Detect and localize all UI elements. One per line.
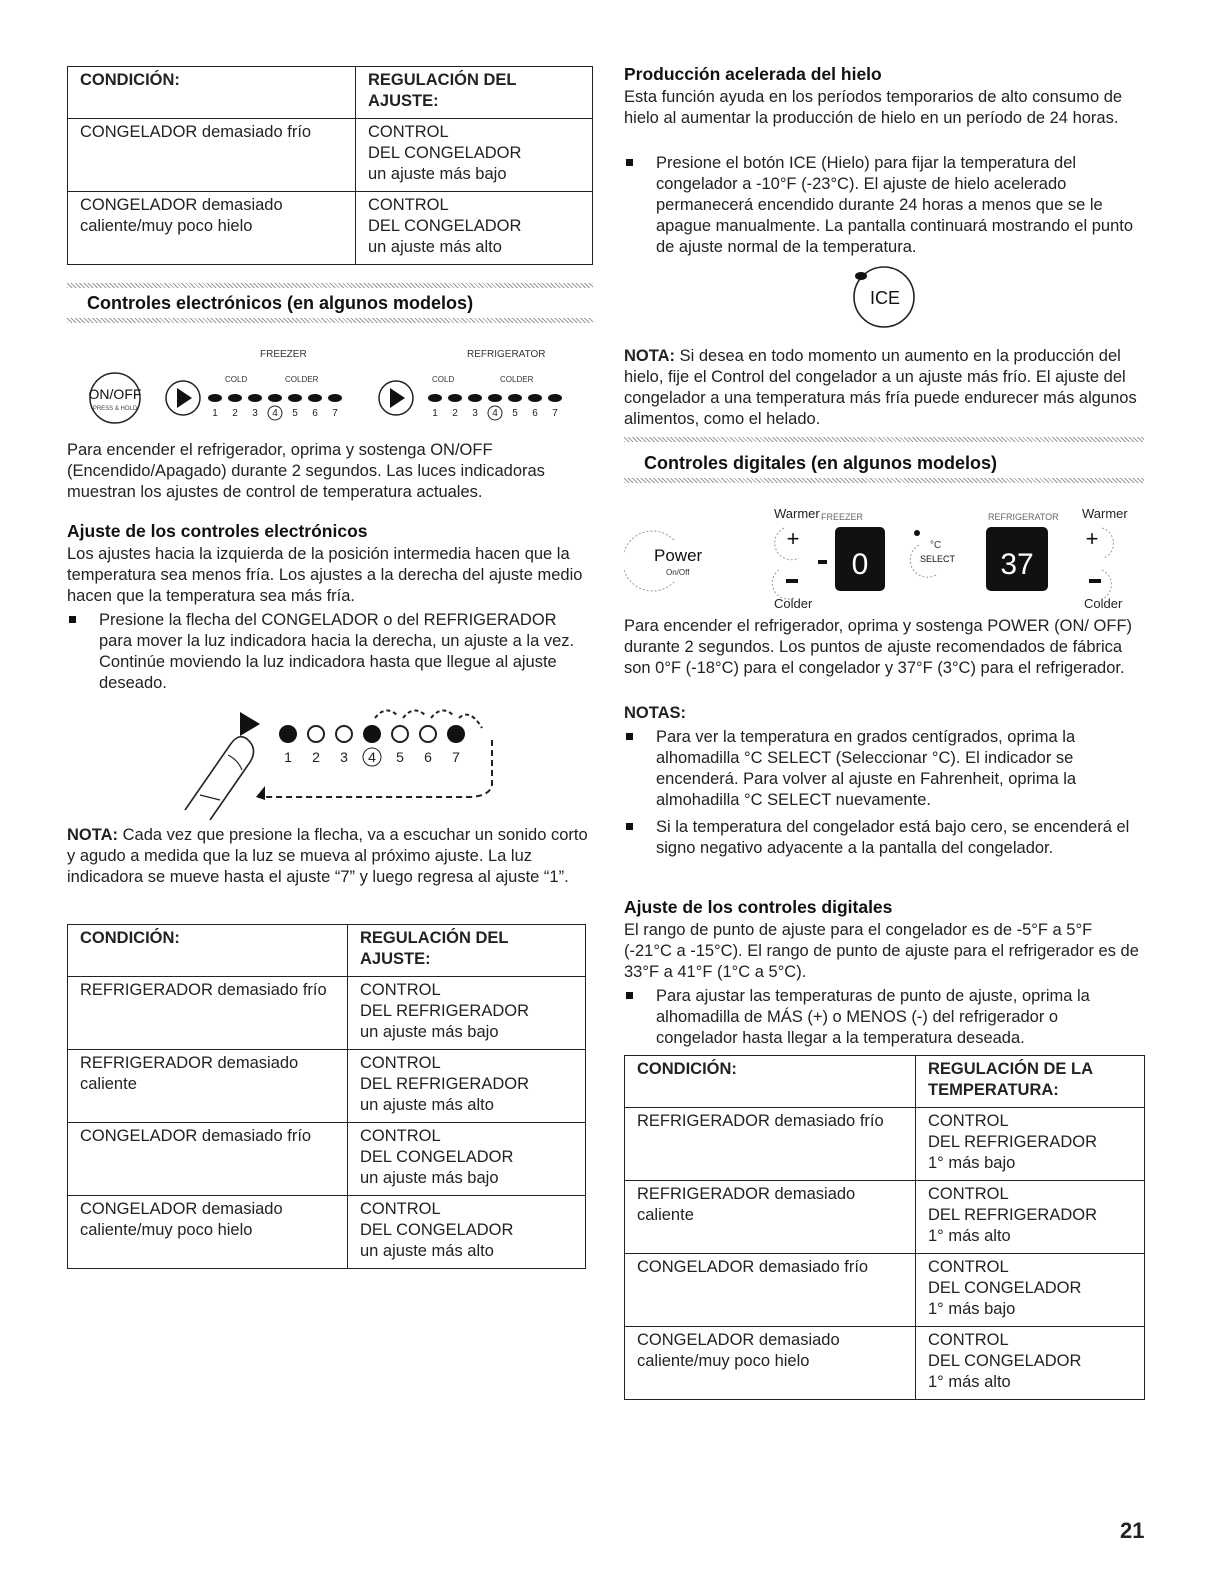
svg-text:4: 4	[492, 408, 498, 419]
svg-text:ICE: ICE	[869, 288, 901, 308]
list-item: Para ver la temperatura en grados centígrados, oprima la alhomadilla °C SELECT (Seleccionar °C). El indicador se encenderá. Para volver al ajuste en Fahrenheit, oprima la almohadilla °C SELECT nuevamente.	[624, 727, 1144, 811]
section-heading-digital: Controles digitales (en algunos modelos)	[644, 453, 998, 473]
section-heading-electronic: Controles electrónicos (en algunos modelos)	[87, 293, 474, 313]
svg-text:+: +	[786, 526, 800, 551]
cold-label: COLD	[432, 375, 455, 384]
ice-note: NOTA: Si desea en todo momento un aumento en la producción del hielo, fije el Control del congelador a un ajuste más frío. El ajuste del congelador a una temperatura más fría puede endurecer más algunos alimentos, como el helado.	[624, 347, 1137, 428]
table-row	[625, 1108, 1145, 1181]
warmer-label: Warmer	[1082, 506, 1128, 521]
table-header-adjustment: REGULACIÓN DEL AJUSTE:	[356, 67, 593, 119]
ice-text: Esta función ayuda en los períodos temporarios de alto consumo de hielo al aumentar la producción de hielo en un período de 24 horas.	[624, 88, 1123, 127]
temperature-table	[624, 1055, 1145, 1400]
table-cell: CONTROL DEL CONGELADOR 1° más alto	[916, 1327, 1145, 1400]
svg-text:SELECT: SELECT	[920, 554, 956, 564]
divider	[67, 283, 593, 288]
electronic-bullets	[67, 610, 592, 700]
svg-text:0: 0	[851, 548, 869, 581]
table-cell: REFRIGERADOR demasiado caliente	[625, 1181, 916, 1254]
table-row	[68, 1196, 586, 1269]
digital-adjust-text: El rango de punto de ajuste para el congelador es de -5°F a 5°F (-21°C a -15°C). El rango de punto de ajuste para el refrigerador es de 33°F a 41°F (1°C a 5°C).	[624, 921, 1139, 981]
warmer-label: Warmer	[774, 506, 820, 521]
svg-text:3: 3	[340, 749, 348, 765]
svg-text:7: 7	[452, 749, 460, 765]
svg-text:+: +	[1085, 526, 1099, 551]
table-cell: CONTROL DEL CONGELADOR 1° más bajo	[916, 1254, 1145, 1327]
svg-text:37: 37	[1000, 548, 1034, 581]
list-item: Si la temperatura del congelador está bajo cero, se encenderá el signo negativo adyacente a la pantalla del congelador.	[624, 817, 1144, 859]
negative-sign-indicator	[818, 560, 827, 564]
list-item: Presione el botón ICE (Hielo) para fijar la temperatura del congelador a -10°F (-23°C). El ajuste de hielo acelerado permanecerá encendido durante 24 horas a menos que se le apague manualmente. La pantalla continuará mostrando el punto de ajuste normal de la temperatura.	[624, 153, 1144, 258]
svg-text:4: 4	[272, 408, 278, 419]
svg-text:3: 3	[252, 408, 258, 419]
refrigerator-minus-button[interactable]	[1089, 570, 1111, 598]
table-cell: CONTROL DEL REFRIGERADOR 1° más bajo	[916, 1108, 1145, 1181]
divider	[624, 437, 1144, 442]
ice-button-illustration	[835, 262, 935, 332]
table-cell: CONTROL DEL REFRIGERADOR un ajuste más alto	[348, 1050, 586, 1123]
table-cell: CONTROL DEL CONGELADOR un ajuste más bajo	[356, 119, 593, 192]
table-cell: CONGELADOR demasiado caliente/muy poco hielo	[68, 192, 356, 265]
table-cell: CONGELADOR demasiado frío	[68, 119, 356, 192]
electronic-intro: Para encender el refrigerador, oprima y sostenga ON/OFF (Encendido/Apagado) durante 2 segundos. Las luces indicadoras muestran los ajustes de control de temperatura actuales.	[67, 441, 545, 501]
divider	[67, 318, 593, 323]
refrigerator-label: REFRIGERATOR	[988, 512, 1059, 522]
svg-text:Power: Power	[654, 546, 703, 565]
freezer-label: FREEZER	[260, 349, 307, 360]
svg-text:5: 5	[512, 408, 518, 419]
svg-text:2: 2	[452, 408, 458, 419]
svg-text:On/Off: On/Off	[666, 568, 690, 577]
freezer-display	[835, 527, 885, 591]
electronic-adjust-heading: Ajuste de los controles electrónicos	[67, 521, 368, 541]
svg-text:7: 7	[332, 408, 338, 419]
page-number: 21	[1120, 1518, 1145, 1543]
electronic-control-panel	[80, 340, 580, 425]
table-row	[68, 1050, 586, 1123]
table-cell: REFRIGERADOR demasiado frío	[68, 977, 348, 1050]
table-header-condition: CONDICIÓN:	[68, 925, 348, 977]
divider	[624, 478, 1144, 483]
table-cell: CONGELADOR demasiado frío	[625, 1254, 916, 1327]
freezer-setting-numbers	[212, 408, 338, 419]
table-cell: CONTROL DEL CONGELADOR un ajuste más alto	[348, 1196, 586, 1269]
list-item: Presione la flecha del CONGELADOR o del REFRIGERADOR para mover la luz indicadora hacia la derecha, un ajuste a la vez. Continúe moviendo la luz indicadora hasta que llegue al ajuste deseado.	[67, 610, 592, 694]
onoff-button[interactable]	[89, 373, 142, 423]
table-header-condition: CONDICIÓN:	[68, 67, 356, 119]
digital-bullets	[624, 986, 1144, 1055]
table-cell: REFRIGERADOR demasiado caliente	[68, 1050, 348, 1123]
svg-text:6: 6	[312, 408, 318, 419]
table-row	[625, 1181, 1145, 1254]
table-header-adjustment: REGULACIÓN DEL AJUSTE:	[348, 925, 586, 977]
table-header-condition: CONDICIÓN:	[625, 1056, 916, 1108]
svg-text:PRESS & HOLD: PRESS & HOLD	[92, 406, 138, 412]
colder-label: COLDER	[285, 375, 319, 384]
colder-label: Colder	[774, 596, 813, 611]
refrigerator-arrow-button[interactable]	[379, 381, 413, 415]
svg-text:1: 1	[284, 749, 292, 765]
table-cell: CONGELADOR demasiado caliente/muy poco hielo	[625, 1327, 916, 1400]
refrigerator-indicator-lights	[428, 394, 562, 402]
freezer-label: FREEZER	[821, 512, 864, 522]
table-row	[625, 1254, 1145, 1327]
freezer-arrow-button[interactable]	[166, 381, 200, 415]
colder-label: COLDER	[500, 375, 534, 384]
table-row	[68, 1123, 586, 1196]
svg-text:2: 2	[312, 749, 320, 765]
svg-text:5: 5	[396, 749, 404, 765]
freezer-minus-button[interactable]	[772, 570, 798, 599]
list-item: Para ajustar las temperaturas de punto de ajuste, oprima la alhomadilla de MÁS (+) o MENOS (-) del refrigerador o congelador hasta llegar a la temperatura deseada.	[624, 986, 1144, 1049]
table-row	[625, 1327, 1145, 1400]
svg-text:6: 6	[424, 749, 432, 765]
freezer-plus-button[interactable]	[775, 526, 800, 560]
table-header-adjustment: REGULACIÓN DE LA TEMPERATURA:	[916, 1056, 1145, 1108]
digital-adjust-heading: Ajuste de los controles digitales	[624, 897, 893, 917]
refrigerator-display	[986, 527, 1048, 591]
refrigerator-setting-numbers	[432, 408, 558, 419]
table-cell: CONGELADOR demasiado frío	[68, 1123, 348, 1196]
svg-text:5: 5	[292, 408, 298, 419]
table-cell: CONTROL DEL REFRIGERADOR un ajuste más bajo	[348, 977, 586, 1050]
svg-text:7: 7	[552, 408, 558, 419]
notes-heading: NOTAS:	[624, 704, 687, 722]
svg-text:6: 6	[532, 408, 538, 419]
power-button[interactable]	[624, 531, 703, 591]
svg-text:1: 1	[432, 408, 438, 419]
svg-text:3: 3	[472, 408, 478, 419]
table-cell: CONGELADOR demasiado caliente/muy poco hielo	[68, 1196, 348, 1269]
svg-text:4: 4	[368, 749, 376, 765]
svg-text:1: 1	[212, 408, 218, 419]
table-cell: CONTROL DEL CONGELADOR un ajuste más alto	[356, 192, 593, 265]
settings-table-refrigerator-freezer	[67, 924, 586, 1269]
table-cell: CONTROL DEL REFRIGERADOR 1° más alto	[916, 1181, 1145, 1254]
electronic-adjust-text: Los ajustes hacia la izquierda de la posición intermedia hacen que la temperatura sea menos fría. Los ajustes a la derecha del ajuste medio hacen que la temperatura sea más fría.	[67, 545, 583, 605]
finger-press-illustration	[170, 700, 530, 825]
digital-control-panel	[624, 500, 1144, 612]
settings-table-freezer	[67, 66, 593, 265]
digital-notes	[624, 727, 1144, 865]
electronic-note: NOTA: Cada vez que presione la flecha, va a escuchar un sonido corto y agudo a medida que la luz se mueva al próximo ajuste. La luz indicadora se mueve hasta el ajuste “7” y luego regresa al ajuste “1”.	[67, 826, 588, 886]
refrigerator-label: REFRIGERATOR	[467, 349, 546, 360]
table-row	[68, 977, 586, 1050]
svg-text:ON/OFF: ON/OFF	[88, 386, 142, 402]
colder-label: Colder	[1084, 596, 1123, 611]
ice-heading: Producción acelerada del hielo	[624, 64, 882, 84]
table-row	[68, 119, 593, 192]
refrigerator-plus-button[interactable]	[1086, 526, 1114, 558]
svg-text:2: 2	[232, 408, 238, 419]
table-row	[68, 192, 593, 265]
freezer-indicator-lights	[208, 394, 342, 402]
celsius-label: °C	[930, 540, 942, 551]
table-cell: REFRIGERADOR demasiado frío	[625, 1108, 916, 1181]
digital-intro: Para encender el refrigerador, oprima y sostenga POWER (ON/ OFF) durante 2 segundos. Los puntos de ajuste recomendados de fábrica son 0°F (-18°C) para el congelador y 37°F (3°C) para el refrigerador.	[624, 617, 1133, 677]
ice-bullets	[624, 153, 1144, 264]
table-cell: CONTROL DEL CONGELADOR un ajuste más bajo	[348, 1123, 586, 1196]
cold-label: COLD	[225, 375, 248, 384]
